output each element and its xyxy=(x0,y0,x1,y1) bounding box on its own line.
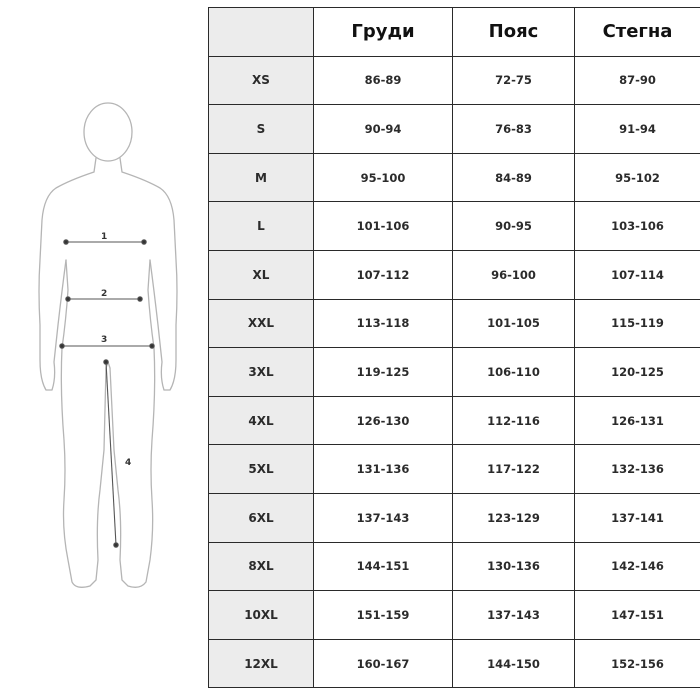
chest-cell: 151-159 xyxy=(314,591,453,640)
waist-cell: 76-83 xyxy=(453,105,575,154)
waist-cell: 112-116 xyxy=(453,396,575,445)
table-row xyxy=(209,299,700,348)
waist-cell: 130-136 xyxy=(453,542,575,591)
hips-cell: 147-151 xyxy=(575,591,700,640)
hips-cell: 91-94 xyxy=(575,105,700,154)
waist-cell: 84-89 xyxy=(453,153,575,202)
table-row xyxy=(209,591,700,640)
size-cell: 3XL xyxy=(209,348,314,397)
hips-cell: 87-90 xyxy=(575,56,700,105)
waist-cell: 137-143 xyxy=(453,591,575,640)
table-row xyxy=(209,202,700,251)
table-row xyxy=(209,250,700,299)
header-corner xyxy=(209,8,314,57)
hips-cell: 142-146 xyxy=(575,542,700,591)
hips-cell: 137-141 xyxy=(575,493,700,542)
size-chart-table xyxy=(208,7,700,688)
chest-cell: 95-100 xyxy=(314,153,453,202)
table-row xyxy=(209,56,700,105)
chest-cell: 90-94 xyxy=(314,105,453,154)
chest-cell: 160-167 xyxy=(314,639,453,688)
header-chest: Груди xyxy=(314,8,453,57)
marker-inseam: 4 xyxy=(125,458,132,468)
waist-cell: 106-110 xyxy=(453,348,575,397)
marker-waist: 2 xyxy=(101,289,108,299)
marker-hips: 3 xyxy=(101,335,108,345)
chest-cell: 107-112 xyxy=(314,250,453,299)
table-row xyxy=(209,493,700,542)
size-cell: 10XL xyxy=(209,591,314,640)
hips-cell: 107-114 xyxy=(575,250,700,299)
chest-cell: 126-130 xyxy=(314,396,453,445)
chest-cell: 137-143 xyxy=(314,493,453,542)
waist-cell: 117-122 xyxy=(453,445,575,494)
chest-cell: 86-89 xyxy=(314,56,453,105)
hips-cell: 126-131 xyxy=(575,396,700,445)
size-cell: 4XL xyxy=(209,396,314,445)
hips-cell: 132-136 xyxy=(575,445,700,494)
waist-cell: 96-100 xyxy=(453,250,575,299)
table-row xyxy=(209,639,700,688)
hips-cell: 120-125 xyxy=(575,348,700,397)
size-cell: XL xyxy=(209,250,314,299)
size-cell: 8XL xyxy=(209,542,314,591)
table-row xyxy=(209,105,700,154)
chest-cell: 113-118 xyxy=(314,299,453,348)
size-cell: S xyxy=(209,105,314,154)
hips-cell: 115-119 xyxy=(575,299,700,348)
table-row xyxy=(209,542,700,591)
waist-cell: 101-105 xyxy=(453,299,575,348)
header-hips: Стегна xyxy=(575,8,700,57)
header-waist: Пояс xyxy=(453,8,575,57)
size-cell: 12XL xyxy=(209,639,314,688)
table-row xyxy=(209,153,700,202)
waist-cell: 144-150 xyxy=(453,639,575,688)
table-row xyxy=(209,348,700,397)
chest-cell: 131-136 xyxy=(314,445,453,494)
waist-cell: 123-129 xyxy=(453,493,575,542)
hips-cell: 152-156 xyxy=(575,639,700,688)
table-header-row xyxy=(209,8,700,57)
chest-cell: 119-125 xyxy=(314,348,453,397)
chest-cell: 101-106 xyxy=(314,202,453,251)
chest-cell: 144-151 xyxy=(314,542,453,591)
size-cell: 6XL xyxy=(209,493,314,542)
size-cell: 5XL xyxy=(209,445,314,494)
table-row xyxy=(209,445,700,494)
size-cell: XS xyxy=(209,56,314,105)
size-cell: L xyxy=(209,202,314,251)
body-measurement-figure xyxy=(0,90,200,600)
table-row xyxy=(209,396,700,445)
hips-cell: 95-102 xyxy=(575,153,700,202)
waist-cell: 72-75 xyxy=(453,56,575,105)
size-cell: M xyxy=(209,153,314,202)
body-silhouette xyxy=(0,90,200,600)
hips-cell: 103-106 xyxy=(575,202,700,251)
marker-chest: 1 xyxy=(101,232,108,242)
size-cell: XXL xyxy=(209,299,314,348)
waist-cell: 90-95 xyxy=(453,202,575,251)
